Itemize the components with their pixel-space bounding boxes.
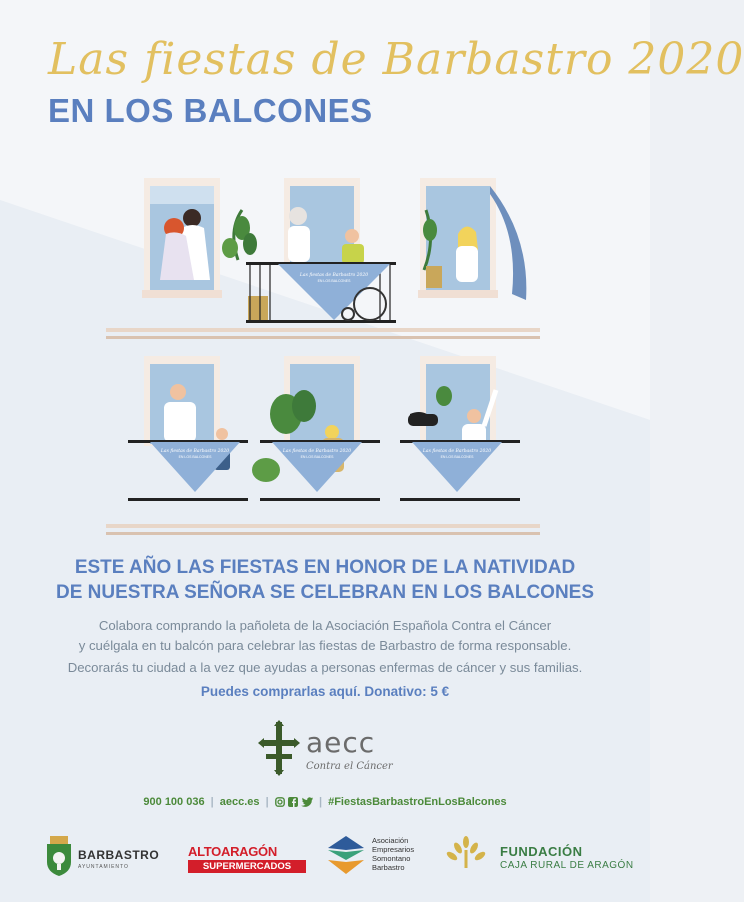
separator: | <box>318 796 323 808</box>
window-bottom-right <box>400 356 520 501</box>
page-subtitle: EN LOS BALCONES <box>48 92 373 129</box>
fundacion-sub: CAJA RURAL DE ARAGÓN <box>500 860 634 871</box>
aes-line-3: Somontano <box>372 854 411 863</box>
scarf-text-title: Las fiestas de Barbastro 2020 <box>422 449 492 454</box>
aecc-name: aecc <box>306 726 376 759</box>
website-link[interactable]: aecc.es <box>219 796 260 808</box>
instagram-icon[interactable] <box>275 797 285 807</box>
cross-icon <box>258 720 300 776</box>
aes-logo <box>328 836 415 878</box>
headline-line-1: ESTE AÑO LAS FIESTAS EN HONOR DE LA NATIVIDAD <box>74 557 576 578</box>
altoaragon-logo <box>188 844 306 873</box>
hashtag[interactable]: #FiestasBarbastroEnLosBalcones <box>328 796 507 808</box>
body-line-3: Decorarás tu ciudad a la vez que ayudas a personas enfermas de cáncer y sus familias. <box>67 660 583 675</box>
body-line-2: y cuélgala en tu balcón para celebrar las fiestas de Barbastro de forma responsable. <box>78 638 572 653</box>
scarf-text-title: Las fiestas de Barbastro 2020 <box>160 449 230 454</box>
upper-ledge <box>106 328 540 332</box>
scarf-text-title: Las fiestas de Barbastro 2020 <box>282 449 352 454</box>
contact-bar <box>0 796 650 808</box>
body-text <box>0 616 650 678</box>
script-title: Las fiestas de Barbastro 2020 <box>48 34 744 85</box>
window-bottom-left <box>128 356 248 501</box>
barbastro-name: BARBASTRO <box>78 848 160 862</box>
barbastro-logo <box>46 836 160 880</box>
balconies-illustration <box>100 170 550 550</box>
scarf-text-sub: EN LOS BALCONES <box>178 455 212 459</box>
twitter-icon[interactable] <box>301 797 313 807</box>
scarf-text-sub: EN LOS BALCONES <box>317 279 351 283</box>
window-bottom-middle <box>252 356 380 501</box>
window-top-middle <box>222 178 396 323</box>
aes-text <box>372 836 442 872</box>
scarf-text-title: Las fiestas de Barbastro 2020 <box>299 273 369 278</box>
donation-link[interactable]: Puedes comprarlas aquí. Donativo: 5 € <box>200 684 450 699</box>
aecc-tagline: Contra el Cáncer <box>306 761 393 772</box>
fundacion-name: FUNDACIÓN <box>500 844 583 859</box>
body-line-1: Colabora comprando la pañoleta de la Asociación Española Contra el Cáncer <box>98 618 552 633</box>
facebook-icon[interactable] <box>288 797 298 807</box>
sponsor-logos <box>0 830 650 880</box>
scarf-text-sub: EN LOS BALCONES <box>440 455 474 459</box>
barbastro-sub: AYUNTAMIENTO <box>78 864 129 870</box>
separator: | <box>265 796 269 808</box>
lower-ledge <box>106 524 540 528</box>
scarf-text-sub: EN LOS BALCONES <box>300 455 334 459</box>
aes-line-4: Barbastro <box>372 863 405 872</box>
aes-line-2: Empresarios <box>372 845 415 854</box>
wheat-icon <box>446 836 486 870</box>
altoaragon-name: ALTOARAGÓN <box>188 844 277 859</box>
diamond-icon <box>328 836 364 874</box>
headline-line-2: DE NUESTRA SEÑORA SE CELEBRAN EN LOS BALCONES <box>55 582 595 603</box>
coat-of-arms-icon <box>46 836 72 876</box>
window-top-right <box>418 178 526 300</box>
window-top-left <box>142 178 222 298</box>
fundacion-logo <box>446 836 634 874</box>
phone-number[interactable]: 900 100 036 <box>143 796 205 808</box>
aecc-logo <box>258 720 418 780</box>
aes-line-1: Asociación <box>372 836 409 845</box>
headline <box>0 555 650 605</box>
separator: | <box>210 796 214 808</box>
altoaragon-sub: SUPERMERCADOS <box>188 860 306 873</box>
